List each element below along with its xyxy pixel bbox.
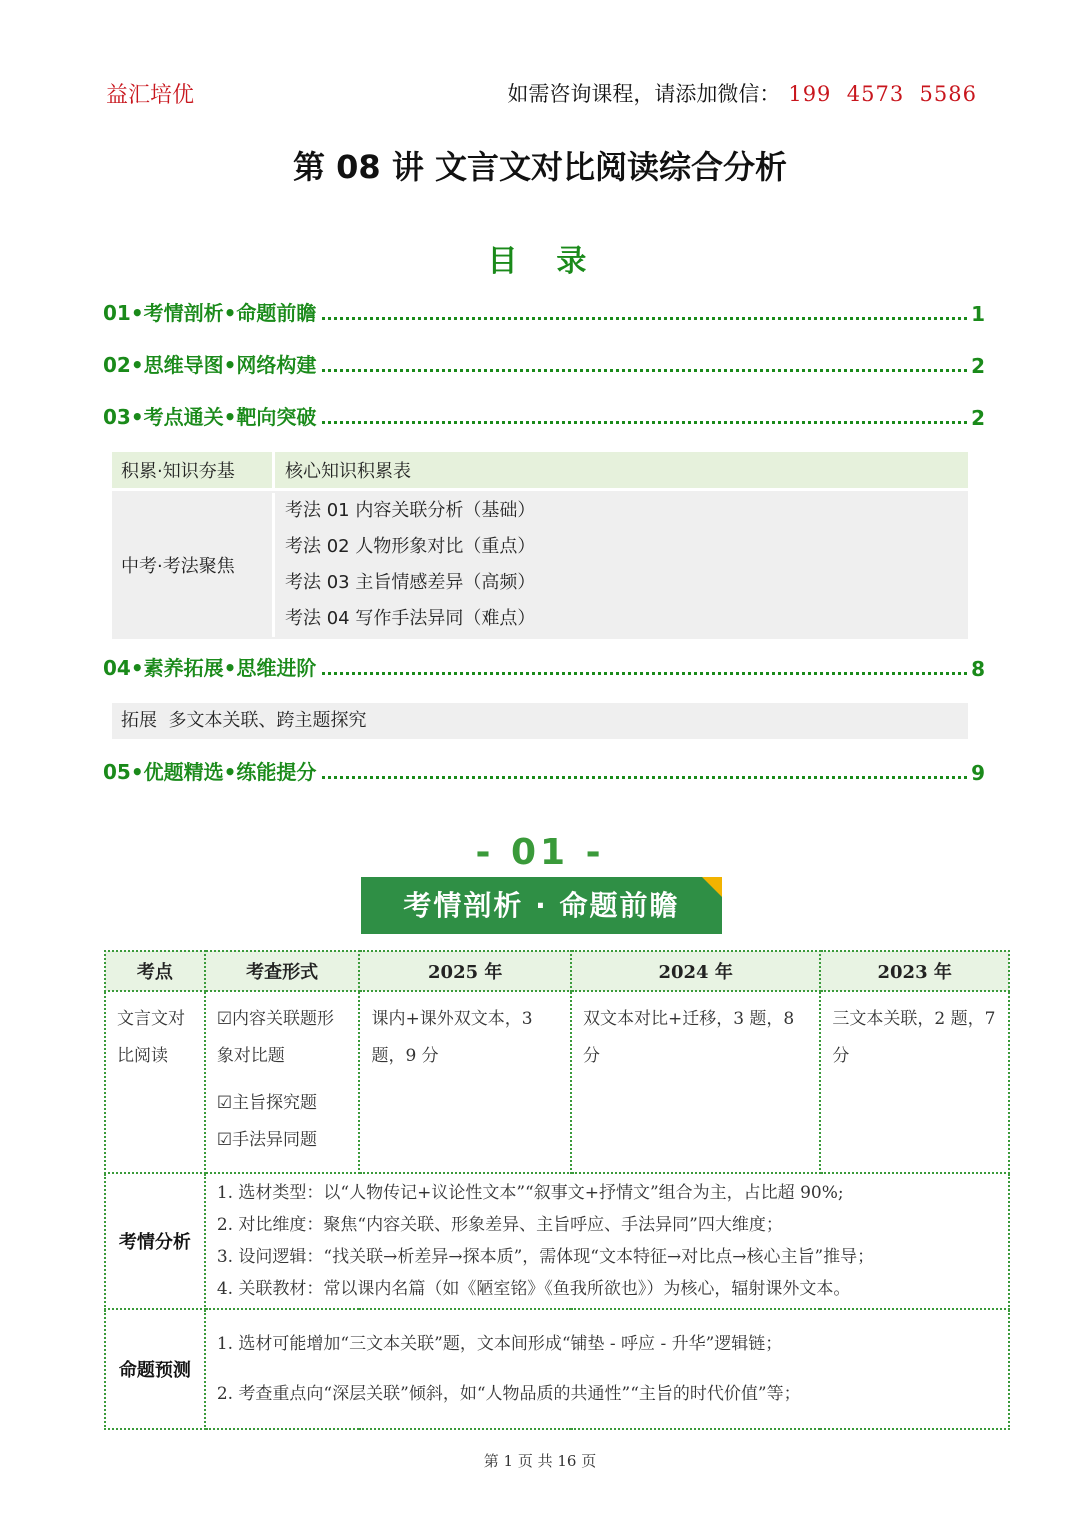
form-item: ☑手法异同题 <box>216 1130 318 1150</box>
table-row-prediction <box>105 1309 1009 1429</box>
analysis-label: 考情分析 <box>105 1173 205 1309</box>
brand-name: 益汇培优 <box>106 83 195 108</box>
toc-entry-01[interactable] <box>103 298 985 326</box>
analysis-item: 1. 选材类型：以“人物传记+议论性文本”“叙事文+抒情文”组合为主，占比超 90%; <box>216 1183 844 1203</box>
year-2024-cell: 双文本对比+迁移，3 题，8 分 <box>582 1009 795 1066</box>
toc-leader <box>322 776 967 779</box>
toc-leader <box>322 369 967 372</box>
kaofa-item[interactable]: 考法 02 人物形象对比（重点） <box>285 536 536 557</box>
contact-number: 199 4573 5586 <box>788 82 977 106</box>
page-footer: 第 1 页 共 16 页 <box>483 1452 597 1470</box>
year-2023-cell: 三文本关联，2 题，7 分 <box>832 1009 996 1066</box>
prediction-item: 1. 选材可能增加“三文本关联”题，文本间形成“铺垫 - 呼应 - 升华”逻辑链； <box>216 1334 783 1354</box>
table-row <box>105 991 1009 1173</box>
toc-leader <box>322 672 967 675</box>
prediction-item: 2. 考查重点向“深层关联”倾斜，如“人物品质的共通性”“主旨的时代价值”等； <box>216 1384 801 1404</box>
exam-analysis-table <box>104 950 1010 1430</box>
banner-corner-decoration <box>702 877 722 897</box>
form-item: ☑主旨探究题 <box>216 1093 318 1113</box>
toc-entry-04[interactable] <box>103 653 985 681</box>
table-row-analysis <box>105 1173 1009 1309</box>
sub-row-item[interactable]: 核心知识积累表 <box>272 452 968 488</box>
toc-entry-page: 2 <box>971 406 985 430</box>
analysis-item: 4. 关联教材：常以课内名篇（如《陋室铭》《鱼我所欲也》）为核心，辐射课外文本。 <box>216 1279 851 1299</box>
analysis-item: 3. 设问逻辑：“找关联→析差异→探本质”，需体现“文本特征→对比点→核心主旨”推导； <box>216 1247 875 1267</box>
contact-label: 如需咨询课程，请添加微信： <box>507 82 781 106</box>
prediction-label: 命题预测 <box>105 1309 205 1429</box>
toc-entry-05[interactable] <box>103 757 985 785</box>
toc-04-sub[interactable]: 拓展 多文本关联、跨主题探究 <box>112 703 968 739</box>
toc-entry-label: 05•优题精选•练能提分 <box>103 760 317 784</box>
toc-entry-page: 8 <box>971 657 985 681</box>
toc-03-subtable <box>112 452 968 639</box>
header-cell-form: 考查形式 <box>205 951 360 991</box>
section-banner <box>361 877 722 934</box>
toc-entry-label: 03•考点通关•靶向突破 <box>103 405 317 429</box>
toc-leader <box>322 421 967 424</box>
table-header-row <box>105 951 1009 991</box>
toc-entry-03[interactable] <box>103 402 985 430</box>
section-number: - 01 - <box>475 832 605 873</box>
kaofa-item[interactable]: 考法 01 内容关联分析（基础） <box>285 500 536 521</box>
header-cell-2024: 2024 年 <box>571 951 820 991</box>
topic-cell: 文言文对比阅读 <box>117 1009 185 1066</box>
toc-entry-page: 2 <box>971 354 985 378</box>
header-cell-topic: 考点 <box>105 951 205 991</box>
form-item: ☑内容关联题形象对比题 <box>216 1009 335 1066</box>
kaofa-item[interactable]: 考法 04 写作手法异同（难点） <box>285 608 536 629</box>
sub-row-label[interactable]: 积累·知识夯基 <box>121 461 235 482</box>
page-title: 第 08 讲 文言文对比阅读综合分析 <box>293 148 787 186</box>
sub-row-label[interactable]: 中考·考法聚焦 <box>121 556 235 577</box>
header-cell-2025: 2025 年 <box>359 951 571 991</box>
toc-heading: 目 录 <box>487 244 593 279</box>
toc-entry-page: 1 <box>971 302 985 326</box>
contact-info <box>507 78 977 108</box>
toc-entry-label: 04•素养拓展•思维进阶 <box>103 656 317 680</box>
kaofa-item[interactable]: 考法 03 主旨情感差异（高频） <box>285 572 536 593</box>
toc-entry-label: 01•考情剖析•命题前瞻 <box>103 301 317 325</box>
toc-entry-02[interactable] <box>103 350 985 378</box>
header-cell-2023: 2023 年 <box>820 951 1009 991</box>
toc-entry-label: 02•思维导图•网络构建 <box>103 353 317 377</box>
analysis-item: 2. 对比维度：聚焦“内容关联、形象差异、主旨呼应、手法异同”四大维度； <box>216 1215 783 1235</box>
year-2025-cell: 课内+课外双文本，3 题，9 分 <box>371 1009 533 1066</box>
section-banner-title: 考情剖析 · 命题前瞻 <box>403 889 680 922</box>
toc-leader <box>322 317 967 320</box>
toc-entry-page: 9 <box>971 761 985 785</box>
